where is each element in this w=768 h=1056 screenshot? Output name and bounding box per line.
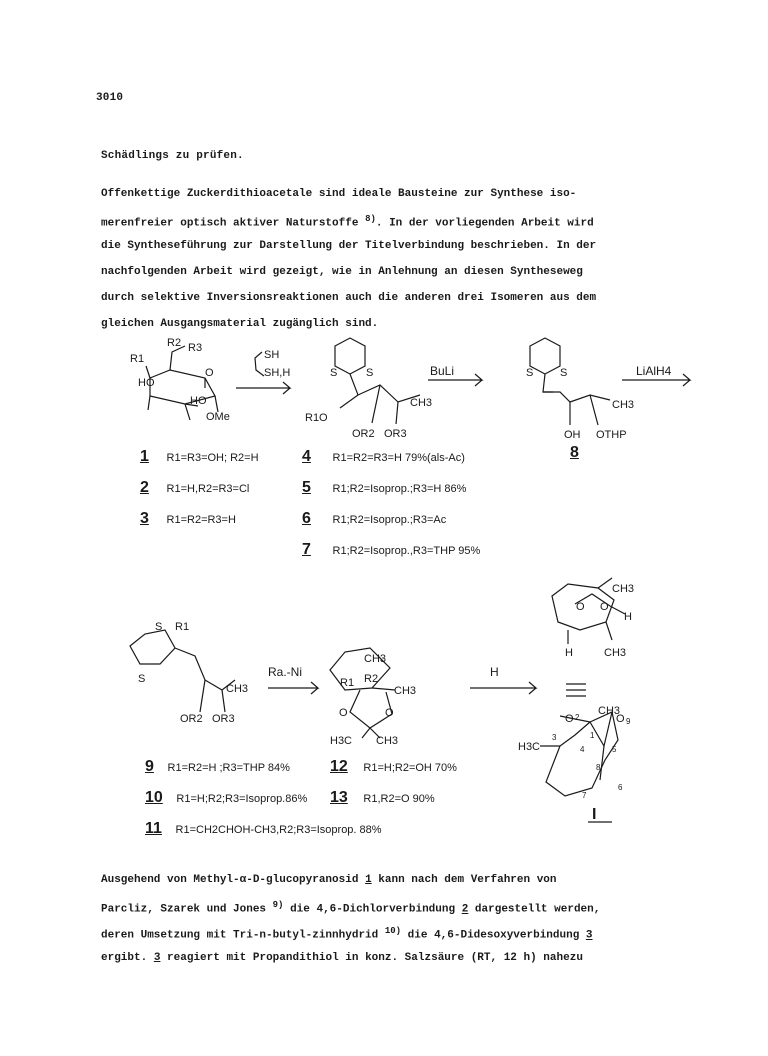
paragraph1-line: Offenkettige Zuckerdithioacetale sind ideale Bausteine zur Synthese iso- (101, 188, 577, 200)
atom-label-ome: OMe (206, 411, 230, 423)
paragraph2-text: ergibt. (101, 952, 148, 964)
compound-label-7: 7 R1;R2=Isoprop.,R3=THP 95% (302, 541, 481, 558)
atom-label-ch3: CH3 (612, 583, 635, 595)
atom-label-oh: OH (564, 429, 581, 441)
ring-number: 7 (582, 791, 587, 800)
compound-ref: 3 (585, 929, 593, 942)
atom-label-s: S (366, 367, 374, 379)
dithiane-chain-structure (335, 338, 420, 424)
reagent-buli: BuLi (430, 364, 455, 378)
compound-label-11: 11 R1=CH2CHOH-CH3,R2;R3=Isoprop. 88% (145, 820, 382, 837)
atom-label-o: O (565, 713, 574, 725)
compound-label-13: 13 R1,R2=O 90% (330, 789, 435, 806)
compound-label-10: 10 R1=H;R2;R3=Isoprop.86% (145, 789, 308, 806)
atom-label-ch3: CH3 (612, 399, 635, 411)
compound-description: R1=CH2CHOH-CH3,R2;R3=Isoprop. 88% (175, 824, 382, 836)
compound-description: R1=R2=H ;R3=THP 84% (167, 762, 290, 774)
dithiol-chain (255, 352, 264, 376)
atom-label-r2: R2 (167, 337, 182, 349)
atom-label-s: S (560, 367, 568, 379)
equivalence-sign (566, 684, 586, 696)
atom-label-s: S (138, 673, 146, 685)
atom-label-ho: HO (190, 395, 207, 407)
atom-label-o: O (339, 707, 348, 719)
compound-ref: 3 (153, 952, 161, 964)
atom-label-s: S (526, 367, 534, 379)
compound-label-5: 5 R1;R2=Isoprop.;R3=H 86% (302, 479, 467, 496)
arrow-1 (236, 382, 290, 394)
compound-ref: 1 (365, 874, 372, 886)
compound-description: R1,R2=O 90% (363, 793, 435, 805)
reagent-sh-h: SH,H (264, 367, 291, 379)
atom-label-o: O (576, 601, 585, 613)
glucopyranose-structure (146, 346, 218, 420)
compound-description: R1=R2=R3=H (166, 514, 236, 526)
intro-line: Schädlings zu prüfen. (101, 150, 244, 162)
compound-description: R1=H,R2=R3=Cl (166, 483, 250, 495)
atom-label-or2: OR2 (352, 428, 375, 440)
atom-label-s: S (155, 621, 163, 633)
compound-description: R1;R2=Isoprop.;R3=Ac (332, 514, 447, 526)
atom-label-s: S (330, 367, 338, 379)
dithiane-alkyl-structure (130, 630, 235, 712)
atom-label-r2: R2 (364, 673, 379, 685)
paragraph2-text: die 4,6-Dichlorverbindung (290, 903, 456, 916)
paragraph2-line (101, 900, 600, 916)
atom-label-h3c: H3C (518, 741, 541, 753)
reference-10: 10) (384, 926, 402, 936)
compound-description: R1=H;R2;R3=Isoprop.86% (176, 793, 308, 805)
atom-label-or3: OR3 (384, 428, 407, 440)
ring-number: 1 (590, 731, 595, 740)
paragraph1-line: nachfolgenden Arbeit wird gezeigt, wie in Anlehnung an diesen Syntheseweg (101, 266, 583, 278)
compound-label-4: 4 R1=R2=R3=H 79%(als-Ac) (302, 448, 465, 465)
ring-number: 5 (612, 745, 617, 754)
paragraph1-line: die Syntheseführung zur Darstellung der Titelverbindung beschrieben. In der (101, 240, 597, 252)
atom-label-r1: R1 (340, 677, 355, 689)
paragraph1-line: gleichen Ausgangsmaterial zugänglich sind. (101, 318, 379, 330)
compound-label-2: 2 R1=H,R2=R3=Cl (140, 479, 250, 496)
compound-label-1: 1 R1=R3=OH; R2=H (140, 448, 259, 465)
ring-number: 9 (626, 717, 631, 726)
paragraph2-text: deren Umsetzung mit Tri-n-butyl-zinnhydrid (101, 929, 379, 942)
reagent-sh: SH (264, 349, 280, 361)
atom-label-ch3: CH3 (364, 653, 387, 665)
paragraph1-line (101, 214, 594, 230)
compound-description: R1=R2=R3=H 79%(als-Ac) (332, 452, 465, 464)
paragraph2-line (101, 952, 583, 964)
compound-description: R1=H;R2=OH 70% (363, 762, 457, 774)
atom-label-h3c: H3C (330, 735, 353, 747)
atom-label-r1: R1 (130, 353, 145, 365)
atom-label-h: H (624, 611, 632, 623)
ring-number: 6 (618, 783, 623, 792)
ring-number: 4 (580, 745, 585, 754)
paragraph2-text: reagiert mit Propandithiol in konz. Salzsäure (RT, 12 h) nahezu (167, 952, 583, 964)
compound-description: R1;R2=Isoprop.;R3=H 86% (332, 483, 467, 495)
paragraph1-tail: . In der vorliegenden Arbeit wird (375, 217, 594, 230)
atom-label-ch3: CH3 (598, 705, 621, 717)
reference-8: 8) (365, 214, 376, 224)
compound-label-12: 12 R1=H;R2=OH 70% (330, 758, 457, 775)
paragraph2-text: die 4,6-Didesoxyverbindung (407, 929, 580, 942)
atom-label-h: H (565, 647, 573, 659)
atom-label-ho: HO (138, 377, 155, 389)
ring-number: 8 (596, 763, 601, 772)
atom-label-o: O (616, 713, 625, 725)
paragraph2-line (101, 926, 593, 942)
atom-label-othp: OTHP (596, 429, 627, 441)
compound-label-6: 6 R1;R2=Isoprop.;R3=Ac (302, 510, 447, 527)
reference-9: 9) (272, 900, 284, 910)
ring-number: 2 (575, 713, 580, 722)
paragraph2-text: Ausgehend von Methyl-α-D-glucopyranosid (101, 874, 359, 886)
atom-label-r3: R3 (188, 342, 203, 354)
reagent-acid: H (490, 665, 499, 679)
reagent-rani: Ra.-Ni (268, 665, 303, 679)
ketene-dithioacetal-structure (530, 338, 610, 425)
atom-label-or3: OR3 (212, 713, 235, 725)
arrow-4 (268, 682, 318, 694)
arrow-5 (470, 682, 536, 694)
atom-label-r1o: R1O (305, 412, 328, 424)
paragraph2-line (101, 874, 557, 886)
compound-description: R1=R3=OH; R2=H (166, 452, 259, 464)
atom-label-or2: OR2 (180, 713, 203, 725)
page-number: 3010 (96, 92, 124, 104)
paragraph1-line: durch selektive Inversionsreaktionen auch die anderen drei Isomeren aus dem (101, 292, 597, 304)
paragraph2-text: kann nach dem Verfahren von (378, 874, 557, 886)
ring-number: 3 (552, 733, 557, 742)
atom-label-r1: R1 (175, 621, 190, 633)
atom-label-o: O (600, 601, 609, 613)
compound-label-final: I (592, 806, 597, 823)
atom-label-ch3: CH3 (376, 735, 399, 747)
compound-label-3: 3 R1=R2=R3=H (140, 510, 236, 527)
compound-description: R1;R2=Isoprop.,R3=THP 95% (332, 545, 481, 557)
atom-label-ch3: CH3 (226, 683, 249, 695)
atom-label-o: O (205, 367, 214, 379)
atom-label-ch3: CH3 (604, 647, 627, 659)
atom-label-ch3: CH3 (410, 397, 433, 409)
paragraph1-text: merenfreier optisch aktiver Naturstoffe (101, 217, 359, 230)
compound-ref: 2 (461, 903, 469, 916)
paragraph2-text: Parcliz, Szarek und Jones (101, 903, 267, 916)
atom-label-ch3: CH3 (394, 685, 417, 697)
compound-label-9: 9 R1=R2=H ;R3=THP 84% (145, 758, 290, 775)
reagent-lialh4: LiAlH4 (636, 364, 672, 378)
atom-label-o: O (385, 707, 394, 719)
paragraph2-text: dargestellt werden, (474, 903, 601, 916)
compound-label-8: 8 (570, 444, 579, 461)
bicyclic-final-structure (540, 712, 618, 796)
